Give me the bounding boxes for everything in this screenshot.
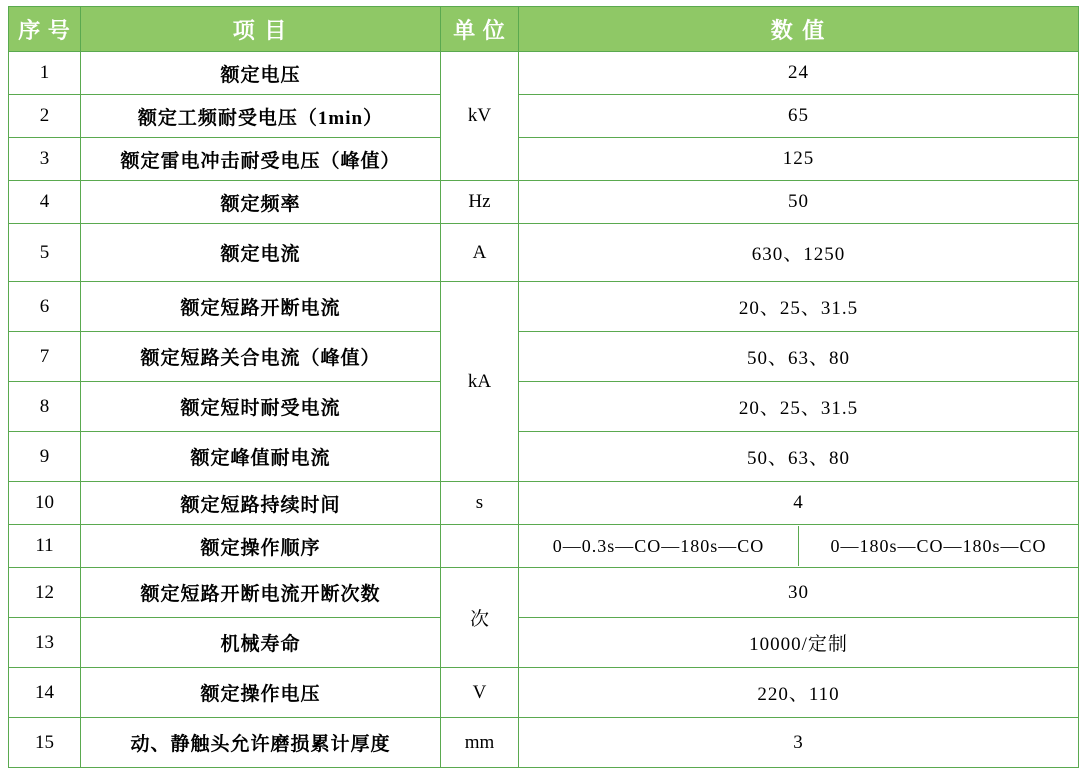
cell-value: 4 [519, 482, 1079, 525]
cell-no: 7 [9, 332, 81, 382]
column-header-no: 序 号 [9, 7, 81, 52]
cell-item: 额定操作顺序 [81, 525, 441, 568]
cell-value: 20、25、31.5 [519, 382, 1079, 432]
table-row [9, 568, 1079, 618]
cell-value: 30 [519, 568, 1079, 618]
cell-value: 20、25、31.5 [519, 282, 1079, 332]
cell-no: 8 [9, 382, 81, 432]
cell-unit [441, 525, 519, 568]
table-header-row [9, 7, 1079, 52]
cell-item: 额定短路开断电流 [81, 282, 441, 332]
table-row [9, 618, 1079, 668]
cell-item: 额定短路关合电流（峰值） [81, 332, 441, 382]
cell-item: 额定工频耐受电压（1min） [81, 95, 441, 138]
cell-value-option-a: 0—0.3s—CO—180s—CO [519, 526, 799, 566]
cell-no: 6 [9, 282, 81, 332]
technical-parameters-table [8, 6, 1079, 768]
table-row [9, 95, 1079, 138]
table-row [9, 224, 1079, 282]
cell-item: 机械寿命 [81, 618, 441, 668]
cell-no: 15 [9, 718, 81, 768]
cell-no: 4 [9, 181, 81, 224]
cell-value: 50、63、80 [519, 432, 1079, 482]
column-header-item: 项 目 [81, 7, 441, 52]
table-row [9, 432, 1079, 482]
cell-unit: kA [441, 282, 519, 482]
table-row [9, 282, 1079, 332]
cell-no: 2 [9, 95, 81, 138]
cell-item: 额定短路持续时间 [81, 482, 441, 525]
cell-no: 3 [9, 138, 81, 181]
table-row [9, 138, 1079, 181]
cell-item: 额定雷电冲击耐受电压（峰值） [81, 138, 441, 181]
cell-unit: V [441, 668, 519, 718]
table-body [9, 52, 1079, 768]
cell-value: 65 [519, 95, 1079, 138]
table-row [9, 525, 1079, 568]
cell-unit: s [441, 482, 519, 525]
cell-unit: 次 [441, 568, 519, 668]
cell-value: 630、1250 [519, 224, 1079, 282]
cell-value-split [519, 525, 1079, 568]
cell-unit: mm [441, 718, 519, 768]
cell-unit: A [441, 224, 519, 282]
column-header-unit: 单 位 [441, 7, 519, 52]
table-row [9, 718, 1079, 768]
cell-item: 额定短路开断电流开断次数 [81, 568, 441, 618]
cell-item: 额定短时耐受电流 [81, 382, 441, 432]
column-header-value: 数 值 [519, 7, 1079, 52]
cell-item: 额定峰值耐电流 [81, 432, 441, 482]
cell-unit: kV [441, 52, 519, 181]
table-row [9, 181, 1079, 224]
table-row [9, 482, 1079, 525]
cell-no: 5 [9, 224, 81, 282]
table-header [9, 7, 1079, 52]
cell-value: 125 [519, 138, 1079, 181]
cell-item: 额定电压 [81, 52, 441, 95]
cell-item: 额定电流 [81, 224, 441, 282]
cell-value: 10000/定制 [519, 618, 1079, 668]
table-row [9, 668, 1079, 718]
cell-value: 220、110 [519, 668, 1079, 718]
table-row [9, 52, 1079, 95]
cell-no: 9 [9, 432, 81, 482]
cell-no: 11 [9, 525, 81, 568]
cell-unit: Hz [441, 181, 519, 224]
cell-item: 额定操作电压 [81, 668, 441, 718]
cell-no: 10 [9, 482, 81, 525]
cell-value: 24 [519, 52, 1079, 95]
cell-no: 1 [9, 52, 81, 95]
cell-value: 50 [519, 181, 1079, 224]
table-row [9, 382, 1079, 432]
cell-value-option-b: 0—180s—CO—180s—CO [830, 535, 1047, 556]
cell-item: 额定频率 [81, 181, 441, 224]
table-row [9, 332, 1079, 382]
cell-item: 动、静触头允许磨损累计厚度 [81, 718, 441, 768]
cell-value: 50、63、80 [519, 332, 1079, 382]
cell-no: 12 [9, 568, 81, 618]
cell-no: 14 [9, 668, 81, 718]
cell-no: 13 [9, 618, 81, 668]
cell-value: 3 [519, 718, 1079, 768]
